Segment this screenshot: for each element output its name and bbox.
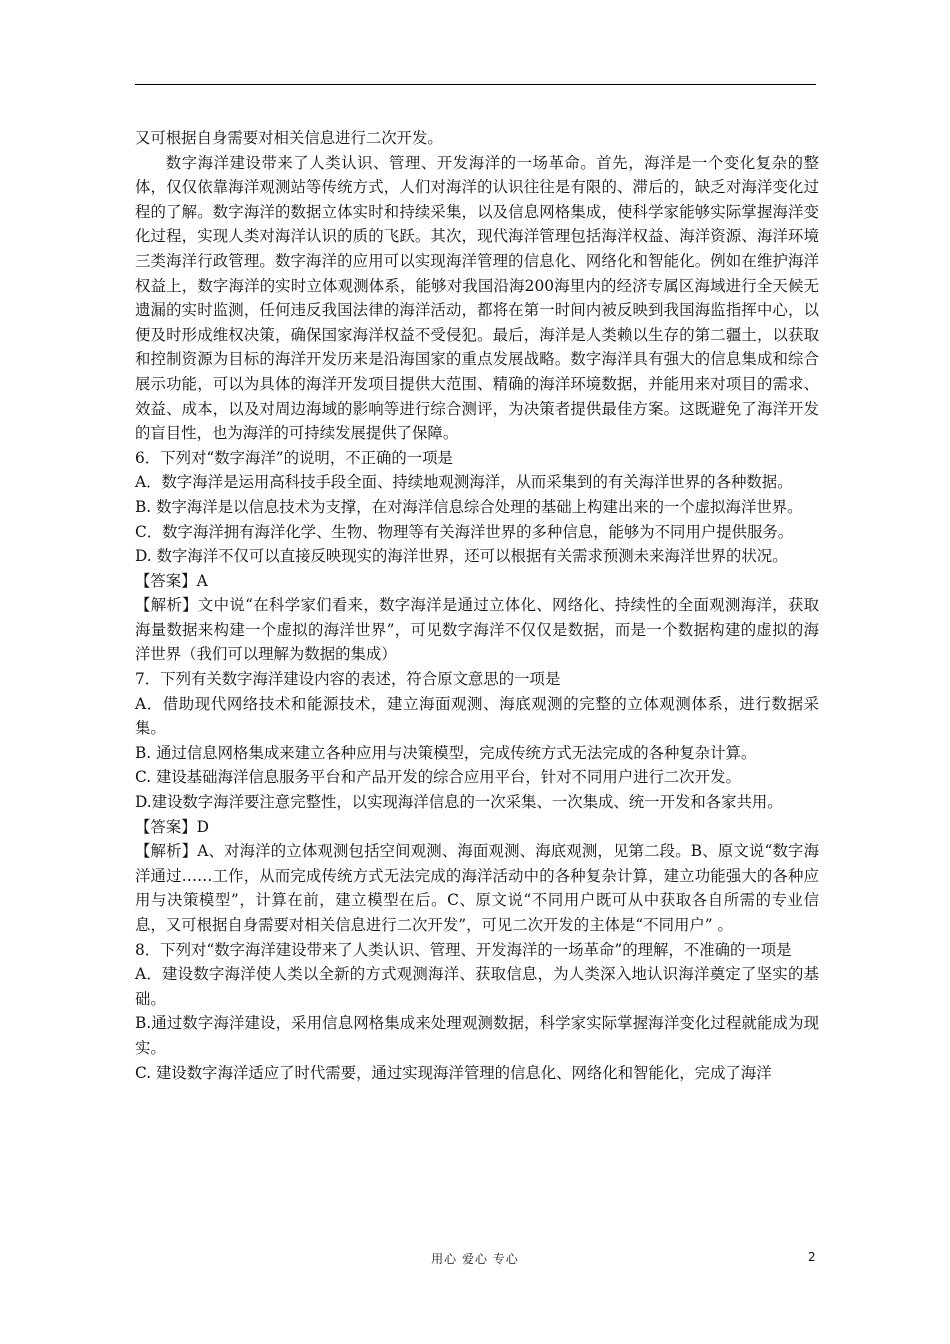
question-7-explanation: 【解析】A、对海洋的立体观测包括空间观测、海面观测、海底观测，见第二段。B、原文说“数字海洋通过……工作，从而完成传统方式无法完成的海洋活动中的各种复杂计算，建立功能强大的各种应用与决策模型”，计算在前，建立模型在后。C、原文说“不同用户既可从中获取各自所需的专业信息，又可根据自身需要对相关信息进行二次开发”，可见二次开发的主体是“不同用户” 。: [135, 842, 819, 934]
question-6-stem: 6．下列对“数字海洋”的说明，不正确的一项是: [135, 448, 453, 467]
question-7-option-c: C. 建设基础海洋信息服务平台和产品开发的综合应用平台，针对不同用户进行二次开发。: [135, 768, 741, 787]
page-footer: 用心 爱心 专心: [431, 1252, 519, 1266]
page-number: 2: [808, 1250, 816, 1264]
question-7-option-b: B. 通过信息网格集成来建立各种应用与决策模型，完成传统方式无法完成的各种复杂计算。: [135, 743, 757, 762]
question-6-option-b: B. 数字海洋是以信息技术为支撑，在对海洋信息综合处理的基础上构建出来的一个虚拟海洋世界。: [135, 497, 803, 516]
question-8-stem: 8．下列对“数字海洋建设带来了人类认识、管理、开发海洋的一场革命”的理解，不准确的一项是: [135, 940, 792, 959]
document-body: [135, 126, 819, 1085]
question-7-option-a: A．借助现代网络技术和能源技术，建立海面观测、海底观测的完整的立体观测体系，进行数据采集。: [135, 694, 819, 738]
question-6-answer: 【答案】A: [135, 571, 208, 590]
question-6-explanation: 【解析】文中说“在科学家们看来，数字海洋是通过立体化、网络化、持续性的全面观测海洋，获取海量数据来构建一个虚拟的海洋世界”，可见数字海洋不仅仅是数据，而是一个数据构建的虚拟的海洋世界（我们可以理解为数据的集成）: [135, 596, 819, 664]
paragraph: 数字海洋建设带来了人类认识、管理、开发海洋的一场革命。首先，海洋是一个变化复杂的整体，仅仅依靠海洋观测站等传统方式，人们对海洋的认识往往是有限的、滞后的，缺乏对海洋变化过程的了解。数字海洋的数据立体实时和持续采集，以及信息网格集成，使科学家能够实际掌握海洋变化过程，实现人类对海洋认识的质的飞跃。其次，现代海洋管理包括海洋权益、海洋资源、海洋环境三类海洋行政管理。数字海洋的应用可以实现海洋管理的信息化、网络化和智能化。例如在维护海洋权益上，数字海洋的实时立体观测体系，能够对我国沿海200海里内的经济专属区海域进行全天候无遗漏的实时监测，任何违反我国法律的海洋活动，都将在第一时间内被反映到我国海监指挥中心，以便及时形成维权决策，确保国家海洋权益不受侵犯。最后，海洋是人类赖以生存的第二疆土，以获取和控制资源为目标的海洋开发历来是沿海国家的重点发展战略。数字海洋具有强大的信息集成和综合展示功能，可以为具体的海洋开发项目提供大范围、精确的海洋环境数据，并能用来对项目的需求、效益、成本，以及对周边海域的影响等进行综合测评，为决策者提供最佳方案。这既避免了海洋开发的盲目性，也为海洋的可持续发展提供了保障。: [135, 153, 819, 443]
question-7-stem: 7．下列有关数字海洋建设内容的表述，符合原文意思的一项是: [135, 670, 561, 689]
question-8-option-a: A．建设数字海洋使人类以全新的方式观测海洋、获取信息，为人类深入地认识海洋奠定了坚实的基础。: [135, 965, 819, 1008]
question-7-answer: 【答案】D: [135, 817, 209, 836]
question-8-option-c: C. 建设数字海洋适应了时代需要，通过实现海洋管理的信息化、网络化和智能化，完成了海洋: [135, 1063, 772, 1082]
question-8-option-b: B.通过数字海洋建设，采用信息网格集成来处理观测数据，科学家实际掌握海洋变化过程就能成为现实。: [135, 1014, 819, 1057]
paragraph: 又可根据自身需要对相关信息进行二次开发。: [135, 129, 443, 147]
question-7-option-d: D.建设数字海洋要注意完整性，以实现海洋信息的一次采集、一次集成、统一开发和各家共用。: [135, 793, 783, 812]
question-6-option-a: A．数字海洋是运用高科技手段全面、持续地观测海洋，从而采集到的有关海洋世界的各种数据。: [135, 473, 793, 492]
header-rule: [135, 84, 816, 85]
question-6-option-d: D. 数字海洋不仅可以直接反映现实的海洋世界，还可以根据有关需求预测未来海洋世界的状况。: [135, 547, 788, 566]
question-6-option-c: C．数字海洋拥有海洋化学、生物、物理等有关海洋世界的多种信息，能够为不同用户提供服务。: [135, 522, 794, 541]
